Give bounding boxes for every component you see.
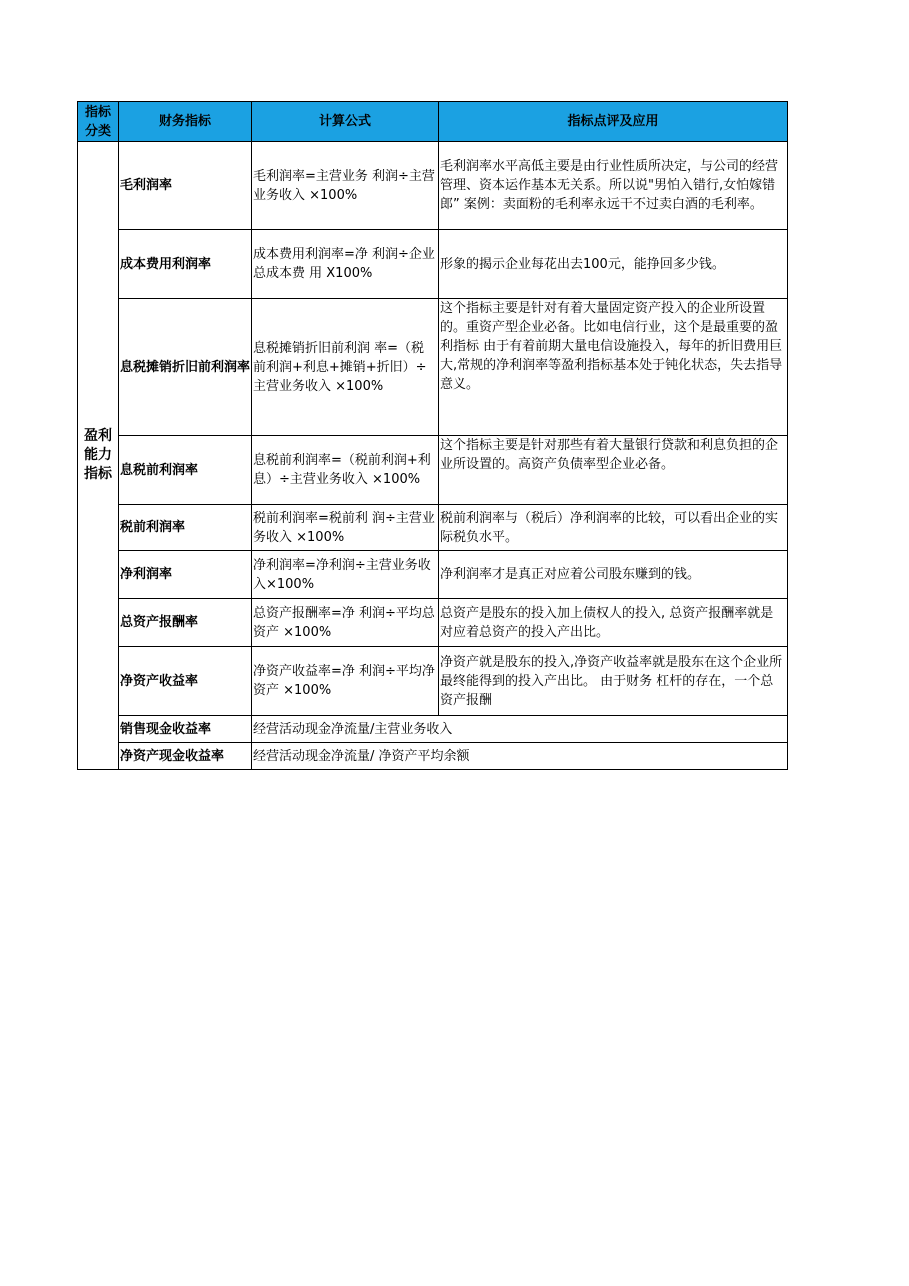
table-row — [78, 142, 788, 230]
indicator-comment: 净利润率才是真正对应着公司股东赚到的钱。 — [439, 551, 788, 599]
indicator-comment: 这个指标主要是针对那些有着大量银行贷款和利息负担的企业所设置的。高资产负债率型企业必备。 — [439, 436, 788, 505]
table-row — [78, 743, 788, 770]
indicator-formula: 总资产报酬率=净 利润÷平均总资产 ×100% — [252, 599, 439, 647]
table-row — [78, 551, 788, 599]
indicator-name: 销售现金收益率 — [119, 716, 252, 743]
header-name: 财务指标 — [119, 102, 252, 142]
indicator-name: 净利润率 — [119, 551, 252, 599]
header-formula: 计算公式 — [252, 102, 439, 142]
indicator-formula: 毛利润率=主营业务 利润÷主营业务收入 ×100% — [252, 142, 439, 230]
indicator-comment: 形象的揭示企业每花出去100元，能挣回多少钱。 — [439, 230, 788, 299]
indicator-name: 毛利润率 — [119, 142, 252, 230]
header-row — [78, 102, 788, 142]
category-cell: 盈利能力指标 — [78, 142, 119, 770]
indicator-formula: 息税摊销折旧前利润 率=（税前利润+利息+摊销+折旧）÷主营业务收入 ×100% — [252, 299, 439, 436]
table-row — [78, 716, 788, 743]
indicator-name: 息税摊销折旧前利润率 — [119, 299, 252, 436]
indicator-name: 税前利润率 — [119, 505, 252, 551]
indicator-table — [77, 101, 788, 770]
indicator-comment: 总资产是股东的投入加上债权人的投入, 总资产报酬率就是对应着总资产的投入产出比。 — [439, 599, 788, 647]
indicator-comment: 这个指标主要是针对有着大量固定资产投入的企业所设置的。重资产型企业必备。比如电信行业，这个是最重要的盈利指标 由于有着前期大量电信设施投入，每年的折旧费用巨大,常规的净利润率等盈利指标基本处于钝化状态，失去指导意义。 — [439, 299, 788, 436]
header-category: 指标分类 — [78, 102, 119, 142]
indicator-formula: 经营活动现金净流量/主营业务收入 — [252, 716, 788, 743]
table-row — [78, 599, 788, 647]
indicator-formula: 息税前利润率=（税前利润+利息）÷主营业务收入 ×100% — [252, 436, 439, 505]
indicator-comment: 毛利润率水平高低主要是由行业性质所决定，与公司的经营管理、资本运作基本无关系。所以说"男怕入错行,女怕嫁错郎” 案例：卖面粉的毛利率永远干不过卖白酒的毛利率。 — [439, 142, 788, 230]
table-row — [78, 436, 788, 505]
indicator-formula: 净资产收益率=净 利润÷平均净资产 ×100% — [252, 647, 439, 716]
table-row — [78, 230, 788, 299]
indicator-formula: 净利润率=净利润÷主营业务收入×100% — [252, 551, 439, 599]
table-row — [78, 505, 788, 551]
indicator-comment: 净资产就是股东的投入,净资产收益率就是股东在这个企业所最终能得到的投入产出比。 由于财务 杠杆的存在，一个总资产报酬 — [439, 647, 788, 716]
indicator-name: 成本费用利润率 — [119, 230, 252, 299]
indicator-name: 息税前利润率 — [119, 436, 252, 505]
header-comment: 指标点评及应用 — [439, 102, 788, 142]
table-row — [78, 299, 788, 436]
indicator-comment: 税前利润率与（税后）净利润率的比较，可以看出企业的实际税负水平。 — [439, 505, 788, 551]
indicator-name: 净资产现金收益率 — [119, 743, 252, 770]
indicator-formula: 经营活动现金净流量/ 净资产平均余额 — [252, 743, 788, 770]
indicator-name: 净资产收益率 — [119, 647, 252, 716]
indicator-formula: 税前利润率=税前利 润÷主营业务收入 ×100% — [252, 505, 439, 551]
indicator-formula: 成本费用利润率=净 利润÷企业总成本费 用 X100% — [252, 230, 439, 299]
indicator-name: 总资产报酬率 — [119, 599, 252, 647]
table-row — [78, 647, 788, 716]
